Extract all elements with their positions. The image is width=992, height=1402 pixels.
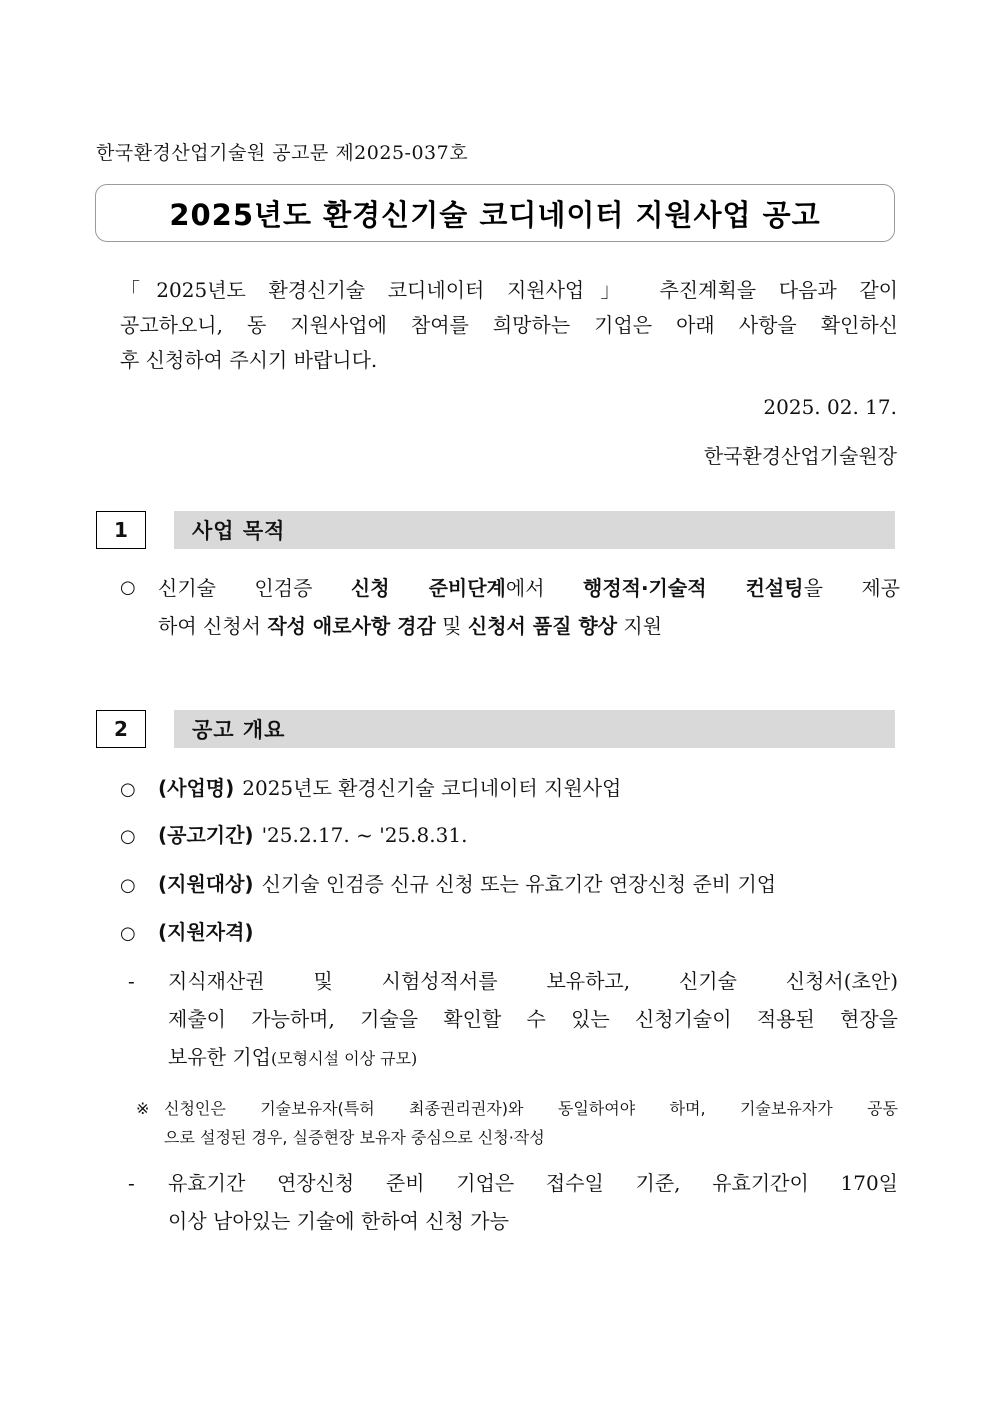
overview-item — [120, 915, 262, 951]
qualification-small-text: (모형시설 이상 규모) — [270, 1049, 418, 1068]
overview-item — [120, 771, 621, 807]
item-label: (지원자격) — [158, 920, 254, 944]
bullet-mark: ○ — [120, 826, 136, 847]
purpose-bullet — [120, 571, 900, 643]
dash-mark: - — [128, 969, 135, 993]
section-number: 1 — [96, 511, 146, 549]
purpose-text: 을 제공 — [803, 576, 900, 600]
qualification-item — [128, 1164, 898, 1240]
purpose-emphasis: 신청서 품질 향상 — [467, 614, 618, 638]
intro-line: 공고하오니, 동 지원사업에 참여를 희망하는 기업은 아래 사항을 확인하신 — [120, 313, 898, 337]
qualification-line: 이상 남아있는 기술에 한하여 신청 가능 — [168, 1209, 509, 1233]
item-text: 신기술 인검증 신규 신청 또는 유효기간 연장신청 준비 기업 — [261, 872, 777, 896]
purpose-emphasis: 작성 애로사항 경감 — [267, 614, 436, 638]
item-label: (지원대상) — [158, 872, 254, 896]
bullet-mark: ○ — [120, 923, 136, 944]
purpose-text: 지원 — [617, 614, 663, 638]
bullet-mark: ○ — [120, 875, 136, 896]
overview-item — [120, 867, 776, 903]
qualification-line: 제출이 가능하며, 기술을 확인할 수 있는 신청기술이 적용된 현장을 — [168, 1007, 898, 1031]
page-title: 2025년도 환경신기술 코디네이터 지원사업 공고 — [169, 197, 821, 232]
section-number: 2 — [96, 710, 146, 748]
qualification-line: 유효기간 연장신청 준비 기업은 접수일 기준, 유효기간이 170일 — [168, 1171, 898, 1195]
notice-number: 한국환경산업기술원 공고문 제2025-037호 — [96, 142, 469, 164]
item-label: (사업명) — [158, 776, 235, 800]
section-title: 사업 목적 — [174, 511, 895, 549]
purpose-emphasis: 신청 준비단계 — [350, 576, 506, 600]
qualification-body — [168, 1164, 898, 1240]
purpose-text: 하여 신청서 — [158, 614, 268, 638]
notice-date: 2025. 02. 17. — [763, 395, 897, 419]
note-block — [136, 1094, 898, 1152]
title-box — [95, 184, 895, 242]
qualification-item — [128, 962, 898, 1078]
qualification-text: 보유한 기업 — [168, 1045, 271, 1069]
purpose-text: 신기술 인검증 — [158, 576, 351, 600]
section-title: 공고 개요 — [174, 710, 895, 748]
bullet-mark: ○ — [120, 577, 136, 598]
overview-item — [120, 818, 467, 854]
note-line: 으로 설정된 경우, 실증현장 보유자 중심으로 신청·작성 — [164, 1128, 545, 1147]
qualification-body — [168, 962, 898, 1078]
dash-mark: - — [128, 1171, 135, 1195]
item-label: (공고기간) — [158, 823, 254, 847]
note-line: 신청인은 기술보유자(특허 최종권리권자)와 동일하여야 하며, 기술보유자가 공동 — [164, 1099, 898, 1118]
bullet-mark: ○ — [120, 779, 136, 800]
item-text: 2025년도 환경신기술 코디네이터 지원사업 — [242, 776, 622, 800]
issuer-name: 한국환경산업기술원장 — [703, 444, 897, 468]
intro-line: 후 신청하여 주시기 바랍니다. — [120, 348, 378, 372]
note-mark: ※ — [136, 1099, 150, 1118]
intro-line: 「2025년도 환경신기술 코디네이터 지원사업」 추진계획을 다음과 같이 — [120, 278, 898, 302]
purpose-text: 및 — [435, 614, 468, 638]
item-text: '25.2.17. ~ '25.8.31. — [261, 823, 468, 847]
intro-paragraph — [120, 273, 898, 378]
purpose-text: 에서 — [505, 576, 583, 600]
qualification-line — [168, 1038, 898, 1078]
qualification-line: 지식재산권 및 시험성적서를 보유하고, 신기술 신청서(초안) — [168, 969, 898, 993]
purpose-emphasis: 행정적·기술적 컨설팅 — [583, 576, 804, 600]
